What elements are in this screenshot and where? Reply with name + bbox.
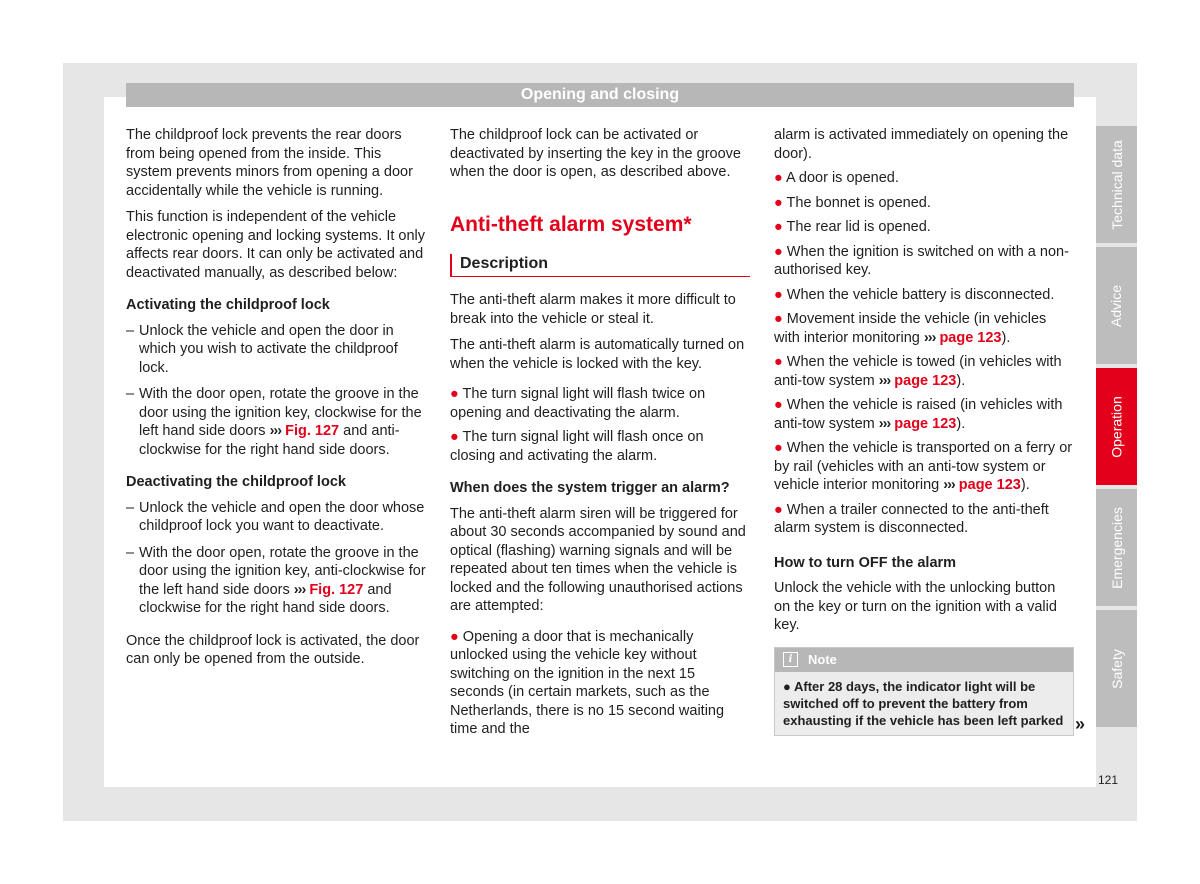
column-3 bbox=[774, 126, 1074, 736]
activating-step-2-text: With the door open, rotate the groove in the door using the ignition key, clockwise for the left hand side doors bbox=[139, 386, 422, 439]
final-paragraph: Once the childproof lock is activated, the door can only be opened from the outside. bbox=[126, 632, 420, 667]
bullet-icon: ● bbox=[450, 386, 459, 402]
list-item bbox=[774, 353, 1074, 390]
list-item-tail: ). bbox=[1001, 329, 1011, 346]
tab-label: Technical data bbox=[1108, 139, 1125, 230]
tab-label: Advice bbox=[1108, 284, 1125, 327]
list-item-text: The turn signal light will flash twice on opening and deactivating the alarm. bbox=[450, 386, 706, 421]
independence-paragraph: This function is independent of the vehicle electronic opening and locking systems. It only affects rear doors. It can only be activated and deactivated manually, as described below: bbox=[126, 209, 426, 281]
chapter-header: Opening and closing bbox=[126, 83, 1074, 107]
bullet-icon: ● bbox=[774, 311, 783, 327]
column-2 bbox=[450, 126, 750, 745]
note-box bbox=[774, 647, 1074, 736]
note-body bbox=[775, 672, 1073, 735]
list-item-text: The bonnet is opened. bbox=[786, 194, 931, 211]
bullet-icon: ● bbox=[774, 194, 783, 211]
page-123-link[interactable]: page 123 bbox=[894, 372, 957, 389]
list-item bbox=[774, 286, 1074, 305]
arrow-icon: ››› bbox=[923, 329, 936, 346]
fig-127-link[interactable]: Fig. 127 bbox=[285, 423, 340, 439]
tab-safety[interactable] bbox=[1096, 610, 1137, 727]
page-number: 121 bbox=[1098, 773, 1119, 787]
bullet-icon: ● bbox=[450, 429, 459, 445]
bullet-icon: ● bbox=[774, 440, 783, 456]
list-item bbox=[774, 396, 1074, 433]
note-text: After 28 days, the indicator light will be switched off to prevent the battery from exhausting if the vehicle has been left parked bbox=[783, 678, 1064, 728]
arrow-icon: ››› bbox=[943, 477, 955, 493]
continue-icon: » bbox=[1075, 714, 1086, 734]
activating-step-1: – Unlock the vehicle and open the door in which you wish to activate the childproof lock. bbox=[126, 322, 426, 378]
list-item bbox=[450, 428, 750, 465]
deactivating-step-1: – Unlock the vehicle and open the door whose childproof lock you want to deactivate. bbox=[126, 499, 426, 536]
activating-step-2 bbox=[126, 385, 426, 459]
list-item bbox=[450, 385, 750, 422]
tab-label: Emergencies bbox=[1108, 506, 1125, 589]
bullet-icon: ● bbox=[774, 219, 783, 235]
arrow-icon: ››› bbox=[293, 581, 306, 598]
bullet-icon: ● bbox=[774, 286, 783, 303]
tab-label: Safety bbox=[1108, 648, 1125, 689]
bullet-icon: ● bbox=[774, 354, 783, 370]
bullet-icon: ● bbox=[783, 678, 791, 694]
activation-paragraph: The childproof lock can be activated or deactivated by inserting the key in the groove when the door is open, as described above. bbox=[450, 127, 741, 180]
turn-off-paragraph: Unlock the vehicle with the unlocking button on the key or turn on the ignition with a valid key. bbox=[774, 580, 1057, 633]
list-item bbox=[774, 169, 1074, 188]
list-item bbox=[774, 243, 1074, 280]
tab-technical-data[interactable] bbox=[1096, 126, 1137, 243]
list-item bbox=[774, 501, 1074, 538]
deactivating-step-2-tail: and clockwise for the right hand side doors. bbox=[139, 581, 392, 616]
activating-heading: Activating the childproof lock bbox=[126, 297, 330, 313]
auto-on-paragraph: The anti-theft alarm is automatically turned on when the vehicle is locked with the key. bbox=[450, 337, 745, 372]
list-item-text: The rear lid is opened. bbox=[786, 219, 931, 235]
list-item-text: Opening a door that is mechanically unlocked using the vehicle key without switching on the ignition in the next 15 seconds (in certain markets, such as the Netherlands, there is no 15 second waiting time and the bbox=[450, 628, 725, 737]
trigger-heading: When does the system trigger an alarm? bbox=[450, 480, 730, 496]
section-title: Anti-theft alarm system* bbox=[450, 212, 692, 236]
list-item-text: When the vehicle battery is disconnected. bbox=[786, 286, 1055, 303]
tab-advice[interactable] bbox=[1096, 247, 1137, 364]
list-item-tail: ). bbox=[956, 372, 966, 389]
activating-step-2-tail: and anti-clockwise for the right hand side doors. bbox=[139, 423, 400, 458]
list-item-text: Movement inside the vehicle (in vehicles with interior monitoring bbox=[774, 311, 1047, 346]
list-item-text: A door is opened. bbox=[786, 170, 899, 186]
bullet-icon: ● bbox=[774, 243, 783, 260]
deactivating-step-2 bbox=[126, 544, 426, 618]
list-item-tail: ). bbox=[1020, 477, 1030, 493]
tab-emergencies[interactable] bbox=[1096, 489, 1137, 606]
bullet-icon: ● bbox=[450, 628, 459, 645]
list-item bbox=[774, 439, 1074, 495]
description-paragraph: The anti-theft alarm makes it more difficult to break into the vehicle or steal it. bbox=[450, 292, 736, 327]
deactivating-heading: Deactivating the childproof lock bbox=[126, 474, 346, 490]
list-item-tail: ). bbox=[956, 415, 966, 432]
list-item bbox=[774, 218, 1074, 237]
list-item bbox=[774, 310, 1074, 347]
bullet-icon: ● bbox=[774, 397, 783, 413]
continued-paragraph: alarm is activated immediately on opening the door). bbox=[774, 127, 1069, 162]
bullet-icon: ● bbox=[774, 170, 783, 186]
tab-operation[interactable] bbox=[1096, 368, 1137, 485]
intro-paragraph: The childproof lock prevents the rear doors from being opened from the inside. This system prevents minors from opening a door accidentally while the vehicle is running. bbox=[126, 127, 413, 199]
fig-127-link[interactable]: Fig. 127 bbox=[309, 581, 364, 598]
list-item-text: When the ignition is switched on with a non-authorised key. bbox=[774, 243, 1069, 278]
bullet-icon: ● bbox=[774, 501, 783, 518]
info-icon: i bbox=[783, 652, 798, 667]
note-header bbox=[775, 648, 1073, 672]
turn-off-heading: How to turn OFF the alarm bbox=[774, 554, 957, 571]
page-123-link[interactable]: page 123 bbox=[939, 329, 1002, 346]
arrow-icon: ››› bbox=[878, 415, 891, 432]
page-123-link[interactable]: page 123 bbox=[958, 477, 1021, 493]
page-123-link[interactable]: page 123 bbox=[894, 415, 957, 432]
trigger-paragraph: The anti-theft alarm siren will be triggered for about 30 seconds accompanied by sound and optical (flashing) warning signals and will be repeated about ten times when the vehicle is locked and the following unauthorised actions are attempted: bbox=[450, 505, 746, 614]
note-title: Note bbox=[808, 651, 837, 667]
list-item-text: When the vehicle is transported on a ferry or by rail (vehicles with an anti-tow system or vehicle interior monitoring bbox=[774, 440, 1073, 493]
list-item-text: When the vehicle is raised (in vehicles with anti-tow system bbox=[774, 397, 1063, 432]
subsection-title: Description bbox=[450, 254, 750, 278]
list-item-text: When a trailer connected to the anti-theft alarm system is disconnected. bbox=[774, 501, 1049, 536]
tab-label: Operation bbox=[1108, 395, 1125, 458]
arrow-icon: ››› bbox=[269, 423, 282, 439]
column-1 bbox=[126, 126, 426, 677]
arrow-icon: ››› bbox=[878, 372, 891, 389]
list-item-text: The turn signal light will flash once on closing and activating the alarm. bbox=[450, 429, 704, 464]
list-item-text: When the vehicle is towed (in vehicles with anti-tow system bbox=[774, 354, 1062, 389]
deactivating-step-2-text: With the door open, rotate the groove in the door using the ignition key, anti-clockwise for the left hand side doors bbox=[139, 544, 426, 598]
list-item bbox=[774, 194, 1074, 213]
list-item bbox=[450, 628, 750, 739]
